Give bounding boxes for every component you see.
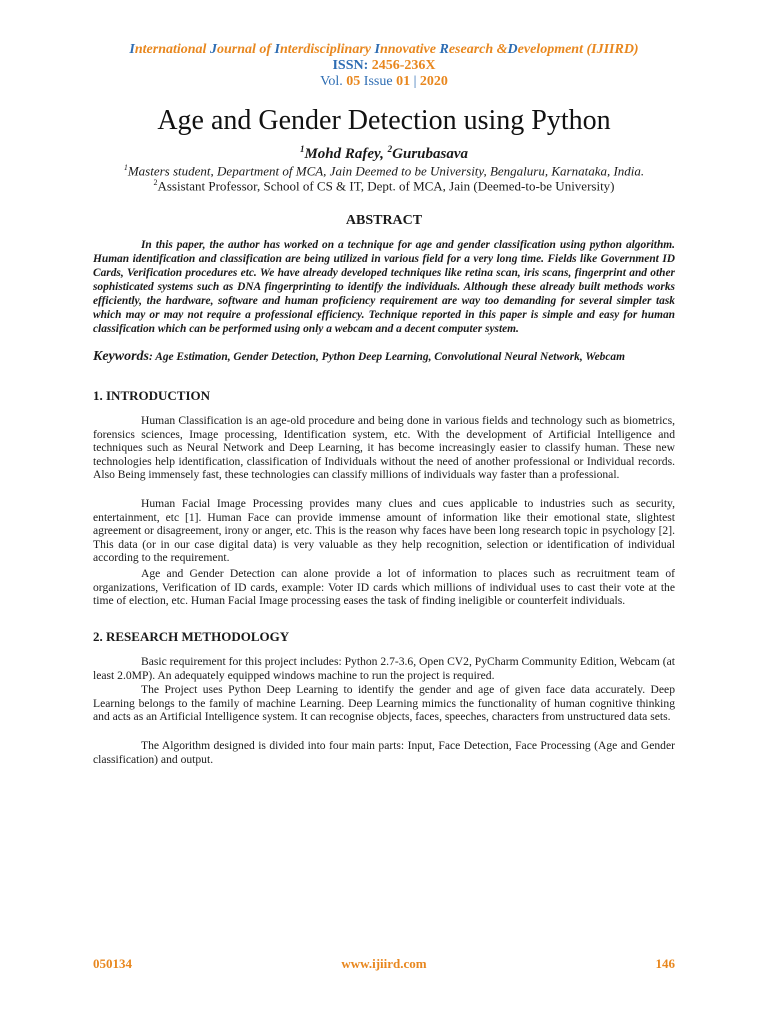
affiliation-1 <box>0 163 768 179</box>
keywords-text: : Age Estimation, Gender Detection, Python Deep Learning, Convolutional Neural Network, Webcam <box>149 351 625 363</box>
author1: Mohd Rafey <box>304 146 381 162</box>
separator: | <box>410 74 420 89</box>
affiliation2-sup: 2 <box>153 178 158 187</box>
abstract-text: In this paper, the author has worked on a technique for age and gender classification using python algorithm. Human identification and classification are being utilized in various field for a very long time. Fields like Government ID Cards, Verification procedures etc. We have already developed techniques like retina scan, iris scans, fingerprint and other sophisticated systems such as DNA fingerprinting to identify the individuals. Although these already built methods works efficiently, the hardware, software and human proficiency requirement are way too demanding for several simpler task which may or may not require a professional efficiency. Technique reported in this paper is simple and easy for human classification which can be performed using only a webcam and a decent computer system. <box>93 239 675 335</box>
intro-paragraph-3: Age and Gender Detection can alone provide a lot of information to places such as recruitment team of organizations, Verification of ID cards, example: Voter ID cards which millions of individual uses to cast their vote at the time of election, etc. Human Facial Image processing eases the task of finding ineligible or counterfeit individuals. <box>93 567 675 607</box>
journal-name <box>0 42 768 58</box>
methodology-paragraph-2: The Project uses Python Deep Learning to identify the gender and age of given face data accurately. Deep Learning belongs to the family of machine Learning. Deep Learning mimics the functionality of human cognitive thinking and acts as an Artificial Intelligence system. It can recognise objects, faces, speeches, characters from unstructured data sets. <box>93 683 675 723</box>
authors <box>0 144 768 163</box>
issn-label: ISSN: <box>332 58 372 73</box>
journal-name-text: International Journal of Interdisciplinary Innovative Research &Development (IJIIRD) <box>129 42 639 57</box>
issue-value: 01 <box>396 74 411 89</box>
intro-paragraph-2: Human Facial Image Processing provides many clues and cues applicable to industries such as security, entertainment, etc [1]. Human Face can provide immense amount of information like their emotional state, slightest agreement or disagreement, irony or anger, etc. This is the reason why faces have been long research topic in psychology [2]. This data (or in our case digital data) is very valuable as they help recognition, selection or identification of individual according to the requirement. <box>93 497 675 564</box>
section-heading-introduction: 1. INTRODUCTION <box>93 388 211 403</box>
footer-website: www.ijiird.com <box>341 956 427 971</box>
affiliation1-sup: 1 <box>123 163 128 172</box>
intro-paragraph-1: Human Classification is an age-old procedure and being done in various fields and technology such as biometrics, forensics sciences, Image processing, Identification system, etc. With the development of Artificial Intelligence and techniques such as Neural Network and Deep Learning, it has become increasingly easier to classify human. These new technologies help identification, classification of Individuals without the need of another professional or Individual records. Also Being immensely fast, these technologies can classify millions of individuals way faster than a professional. <box>93 414 675 481</box>
page-number: 146 <box>655 956 675 971</box>
footer-code: 050134 <box>93 956 132 971</box>
methodology-paragraph-1: Basic requirement for this project includes: Python 2.7-3.6, Open CV2, PyCharm Community Edition, Webcam (at least 2.0MP). An adequately equipped windows machine to run the project is required. <box>93 655 675 682</box>
affiliation-2 <box>0 178 768 194</box>
issn-line <box>0 58 768 74</box>
vol-value: 05 <box>346 74 361 89</box>
author2: Gurubasava <box>392 146 469 162</box>
keywords <box>93 350 675 364</box>
author1-sup: 1 <box>299 144 305 154</box>
vol-label: Vol. <box>320 74 347 89</box>
affiliation2-text: Assistant Professor, School of CS & IT, Dept. of MCA, Jain (Deemed-to-be University) <box>157 178 615 194</box>
abstract-heading: ABSTRACT <box>345 213 423 228</box>
issue-label: Issue <box>360 74 397 89</box>
issn-value: 2456-236X <box>371 58 436 73</box>
section-heading-methodology: 2. RESEARCH METHODOLOGY <box>93 629 290 644</box>
year: 2020 <box>419 74 448 89</box>
affiliation1-text: Masters student, Department of MCA, Jain Deemed to be University, Bengaluru, Karnataka, India. <box>127 163 645 179</box>
author-separator: , <box>380 146 388 162</box>
volume-line <box>0 74 768 90</box>
methodology-paragraph-3: The Algorithm designed is divided into four main parts: Input, Face Detection, Face Processing (Age and Gender classification) and output. <box>93 739 675 766</box>
author2-sup: 2 <box>387 144 393 154</box>
paper-title: Age and Gender Detection using Python <box>157 105 611 136</box>
keywords-label: Keywords <box>93 349 149 364</box>
